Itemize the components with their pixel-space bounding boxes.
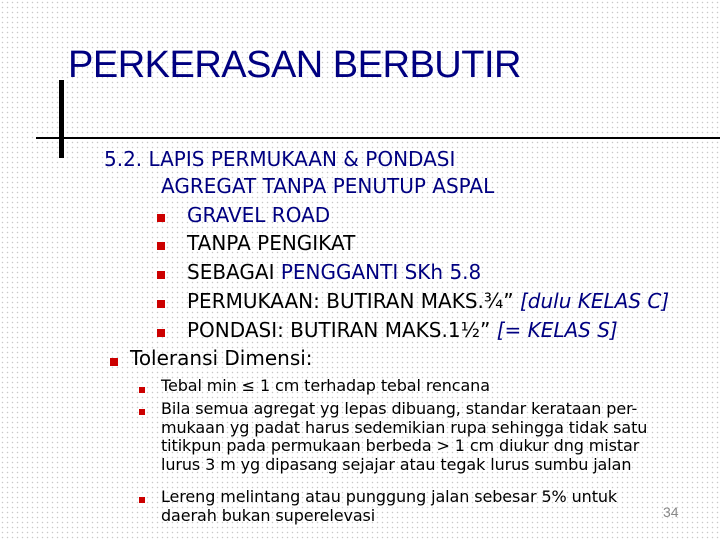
- list-item: TANPA PENGIKAT: [187, 231, 356, 255]
- toleransi-line: Tebal min ≤ 1 cm terhadap tebal rencana: [161, 376, 490, 395]
- page-number: 34: [663, 504, 679, 520]
- section-heading-line1: 5.2. LAPIS PERMUKAAN & PONDASI: [104, 147, 456, 171]
- list-item-text: PONDASI: BUTIRAN MAKS.1½”: [187, 318, 497, 342]
- section-heading: [104, 146, 494, 200]
- bullet-icon: [157, 300, 165, 308]
- section-heading-line2: AGREGAT TANPA PENUTUP ASPAL: [161, 174, 495, 198]
- bullet-icon: [157, 242, 165, 250]
- horizontal-rule: [36, 137, 720, 139]
- toleransi-line: mukaan yg padat harus sedemikian rupa sehingga tidak satu: [161, 417, 648, 437]
- toleransi-item: [161, 377, 490, 396]
- toleransi-line: daerah bukan superelevasi: [161, 505, 376, 525]
- toleransi-line: lurus 3 m yg dipasang sejajar atau tegak lurus sumbu jalan: [161, 454, 632, 474]
- list-item: [187, 260, 481, 284]
- bullet-icon: [139, 409, 145, 415]
- list-item-note: [dulu KELAS C]: [520, 289, 670, 313]
- list-item: [187, 289, 669, 313]
- bullet-icon: [139, 497, 145, 503]
- bullet-icon: [139, 387, 145, 393]
- slide-title: PERKERASAN BERBUTIR: [68, 44, 521, 86]
- toleransi-line: titikpun pada permukaan berbeda > 1 cm diukur dng mistar: [161, 436, 640, 455]
- toleransi-line: Bila semua agregat yg lepas dibuang, standar kerataan per-: [161, 399, 638, 418]
- toleransi-line: Lereng melintang atau punggung jalan sebesar 5% untuk: [161, 487, 618, 506]
- bullet-icon: [110, 358, 118, 366]
- bullet-icon: [157, 271, 165, 279]
- list-item-highlight: PENGGANTI SKh 5.8: [280, 260, 482, 284]
- list-item-text: PERMUKAAN: BUTIRAN MAKS.¾”: [187, 289, 520, 313]
- list-item: GRAVEL ROAD: [187, 203, 331, 227]
- toleransi-label: Toleransi Dimensi:: [130, 346, 313, 370]
- list-item: [187, 318, 618, 342]
- toleransi-item: [161, 400, 647, 474]
- bullet-icon: [157, 214, 165, 222]
- toleransi-item: [161, 488, 617, 525]
- list-item-note: [= KELAS S]: [496, 318, 618, 342]
- list-item-text: SEBAGAI: [187, 260, 281, 284]
- bullet-icon: [157, 329, 165, 337]
- vertical-rule: [59, 80, 64, 158]
